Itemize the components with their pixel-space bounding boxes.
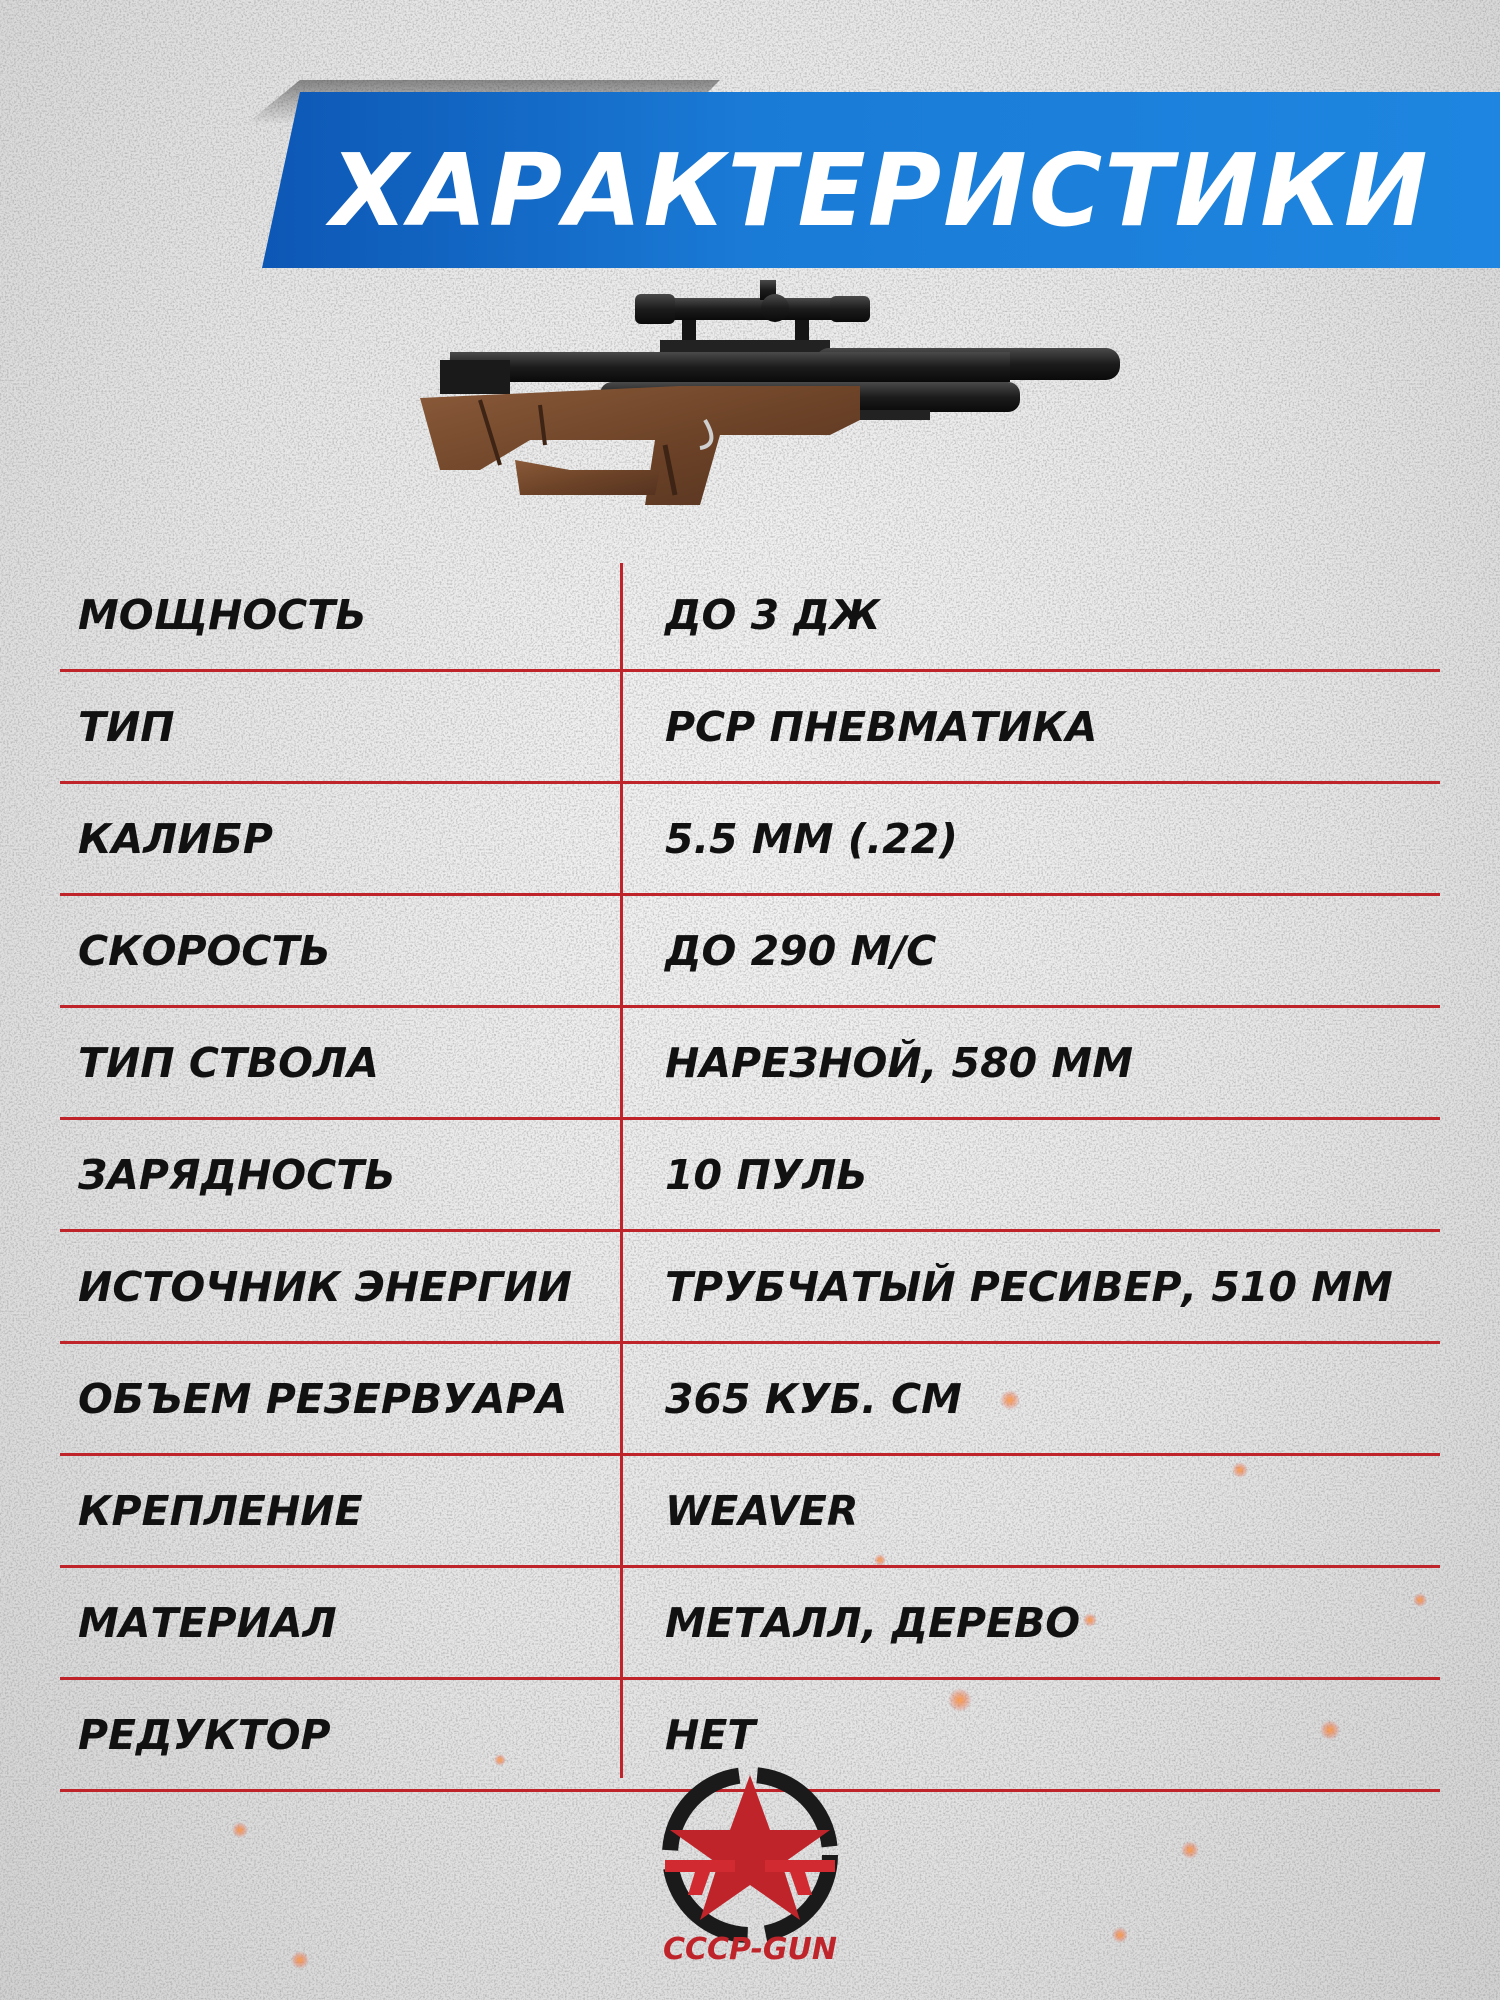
spec-row [60,1120,1440,1232]
spec-value: НЕТ [665,1710,756,1759]
spec-row [60,1008,1440,1120]
spec-row [60,560,1440,672]
spec-row [60,1344,1440,1456]
spec-label: ТИП [78,702,175,751]
spec-label: КАЛИБР [78,814,273,863]
spec-row [60,1456,1440,1568]
spec-value: НАРЕЗНОЙ, 580 ММ [665,1038,1134,1087]
column-divider [620,563,623,1778]
spec-label: ЗАРЯДНОСТЬ [78,1150,396,1199]
air-rifle-icon [420,270,1140,530]
spec-value: 5.5 ММ (.22) [665,814,958,863]
page-title: ХАРАКТЕРИСТИКИ [330,131,1430,249]
spec-value: PCP ПНЕВМАТИКА [665,702,1098,751]
spec-value: ТРУБЧАТЫЙ РЕСИВЕР, 510 ММ [665,1262,1393,1311]
spec-label: ИСТОЧНИК ЭНЕРГИИ [78,1262,572,1311]
spec-value: МЕТАЛЛ, ДЕРЕВО [665,1598,1081,1647]
spec-value: WEAVER [665,1486,859,1535]
spec-row [60,1232,1440,1344]
spec-row [60,672,1440,784]
spec-row [60,1568,1440,1680]
spec-table [60,560,1440,1792]
spec-label: СКОРОСТЬ [78,926,331,975]
spec-value: 10 ПУЛЬ [665,1150,868,1199]
spec-row [60,896,1440,1008]
spec-value: ДО 3 ДЖ [665,590,881,639]
spec-label: ОБЪЕМ РЕЗЕРВУАРА [78,1374,568,1423]
spec-label: МОЩНОСТЬ [78,590,367,639]
logo-text: CCCP-GUN [662,1932,838,1967]
spec-row [60,784,1440,896]
spec-label: ТИП СТВОЛА [78,1038,379,1087]
spec-label: МАТЕРИАЛ [78,1598,337,1647]
spec-value: ДО 290 М/С [665,926,937,975]
spec-value: 365 КУБ. СМ [665,1374,962,1423]
spec-label: РЕДУКТОР [78,1710,331,1759]
spec-label: КРЕПЛЕНИЕ [78,1486,363,1535]
